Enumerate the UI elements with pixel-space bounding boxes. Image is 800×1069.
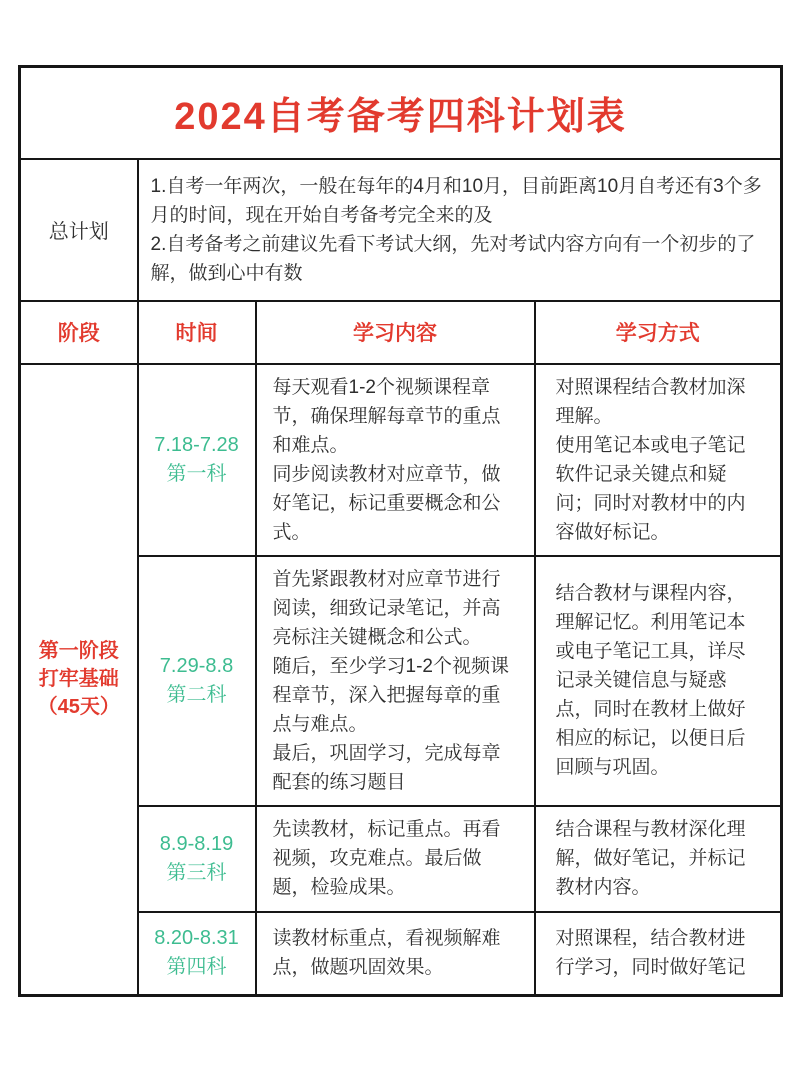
content-paragraph: 最后，巩固学习，完成每章配套的练习题目 [272,742,501,793]
stage-line: 打牢基础 [38,668,119,691]
time-range: 7.29-8.8 [159,654,234,677]
method-cell [535,556,782,806]
content-cell [256,912,535,996]
content-cell [256,556,535,806]
table-row [20,364,782,556]
time-cell [138,364,256,556]
subject-label: 第四科 [166,956,227,979]
stage-line: 第一阶段 [38,640,119,663]
content-cell [256,364,535,556]
time-range: 8.9-8.19 [159,832,234,855]
time-range: 7.18-7.28 [154,433,239,456]
overview-line: 1.自考一年两次，一般在每年的4月和10月，目前距离10月自考还有3个多月的时间，现在开始自考备考完全来的及 [150,175,762,226]
method-paragraph: 对照课程，结合教材进行学习，同时做好笔记 [555,928,746,979]
subject-label: 第三科 [166,861,227,884]
overview-text-cell [138,159,782,301]
stage-cell [20,364,138,996]
content-cell [256,806,535,912]
header-method: 学习方式 [535,301,782,364]
overview-line: 2.自考备考之前建议先看下考试大纲，先对考试内容方向有一个初步的了解，做到心中有数 [150,233,756,284]
header-content: 学习内容 [256,301,535,364]
content-paragraph: 读教材标重点，看视频解难点，做题巩固效果。 [272,928,501,979]
header-time: 时间 [138,301,256,364]
content-paragraph: 先读教材，标记重点。再看视频，攻克难点。最后做题，检验成果。 [272,819,501,898]
subject-label: 第一科 [166,462,227,485]
method-paragraph: 结合教材与课程内容，理解记忆。利用笔记本或电子笔记工具，详尽记录关键信息与疑惑点，同时在教材上做好相应的标记，以便日后回顾与巩固。 [555,583,746,778]
time-range: 8.20-8.31 [154,927,239,950]
page-title: 2024自考备考四科计划表 [174,96,627,139]
content-paragraph: 每天观看1-2个视频课程章节，确保理解每章节的重点和难点。 [272,376,501,456]
plan-table [18,65,783,997]
method-paragraph: 结合课程与教材深化理解，做好笔记，并标记教材内容。 [555,819,746,898]
column-header-row [20,301,782,364]
content-paragraph: 随后，至少学习1-2个视频课程章节，深入把握每章的重点与难点。 [272,655,509,735]
method-cell [535,806,782,912]
method-cell [535,912,782,996]
method-paragraph: 对照课程结合教材加深理解。 [555,376,746,427]
time-cell [138,912,256,996]
content-paragraph: 同步阅读教材对应章节，做好笔记，标记重要概念和公式。 [272,463,501,543]
title-cell [20,67,782,159]
content-paragraph: 首先紧跟教材对应章节进行阅读，细致记录笔记，并高亮标注关键概念和公式。 [272,568,501,648]
overview-label: 总计划 [20,159,138,301]
subject-label: 第二科 [166,683,227,706]
method-cell [535,364,782,556]
method-paragraph: 使用笔记本或电子笔记软件记录关键点和疑问；同时对教材中的内容做好标记。 [555,434,746,543]
time-cell [138,556,256,806]
stage-line: （45天） [37,696,120,719]
overview-row [20,159,782,301]
time-cell [138,806,256,912]
title-row [20,67,782,159]
header-stage: 阶段 [20,301,138,364]
